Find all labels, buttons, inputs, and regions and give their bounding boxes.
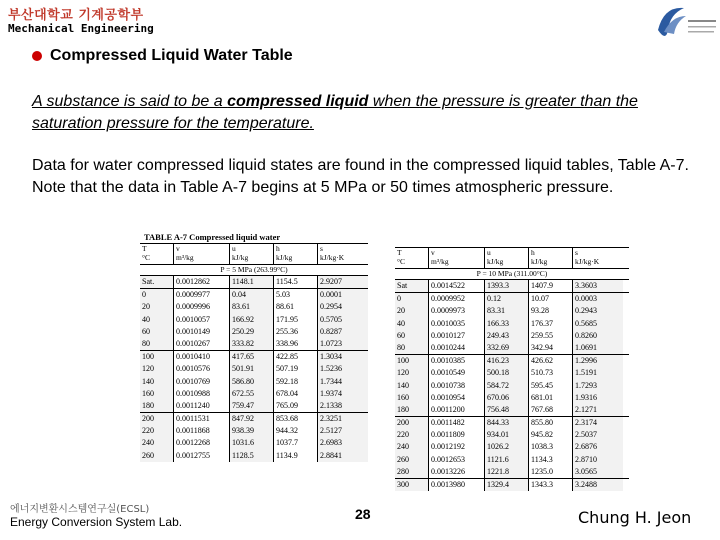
table-cell: 0.0011531 (174, 413, 230, 425)
table-a7-5mpa (140, 231, 368, 474)
table-cell: 0.0001 (318, 289, 368, 301)
table-cell: 2.3251 (318, 413, 368, 425)
table-cell: Sat (395, 280, 429, 292)
table-cell: 756.48 (485, 404, 529, 416)
table-cell: 0.0010267 (174, 338, 230, 350)
table-row (395, 342, 629, 354)
table-cell: 0 (140, 289, 174, 301)
table-cell: 944.32 (274, 425, 318, 437)
table-cell: 0.5705 (318, 314, 368, 326)
table-cell: 0.0010149 (174, 326, 230, 338)
table-cell: 1134.9 (274, 450, 318, 462)
table-cell: 0.0011809 (429, 429, 485, 441)
table-cell: 0.0010385 (429, 355, 485, 367)
table-cell: 250.29 (230, 326, 274, 338)
table-cell: 2.6983 (318, 437, 368, 449)
table-cell: 0.0003 (573, 293, 623, 305)
table-cell: 426.62 (529, 355, 573, 367)
table-cell: 240 (140, 437, 174, 449)
table-cell: 501.91 (230, 363, 274, 375)
table-row (140, 276, 368, 288)
lab-name: Energy Conversion System Lab. (10, 515, 183, 529)
table-row (395, 466, 629, 478)
table-cell: 2.8841 (318, 450, 368, 462)
table-cell: 0.0012862 (174, 276, 230, 288)
table-cell: 1.3034 (318, 351, 368, 363)
table-cell: 670.06 (485, 392, 529, 404)
table-cell: 0.0010769 (174, 376, 230, 388)
table-cell: 1128.5 (230, 450, 274, 462)
table-cell: 592.18 (274, 376, 318, 388)
table-cell: 1.7293 (573, 380, 623, 392)
table-cell: 0.0011482 (429, 417, 485, 429)
definition-term: compressed liquid (227, 93, 369, 110)
table-cell: 1.0691 (573, 342, 623, 354)
table-cell: 93.28 (529, 305, 573, 317)
table-cell: 1038.3 (529, 441, 573, 453)
table-cell: 60 (140, 326, 174, 338)
table-cell: 844.33 (485, 417, 529, 429)
table-cell: 160 (395, 392, 429, 404)
table-cell: 40 (140, 314, 174, 326)
table-cell: 2.5037 (573, 429, 623, 441)
table-row (395, 305, 629, 317)
table-cell: 200 (395, 417, 429, 429)
table-cell: 0.0011240 (174, 400, 230, 412)
table-cell: 1134.3 (529, 454, 573, 466)
definition-paragraph (32, 91, 692, 135)
table-cell: 83.31 (485, 305, 529, 317)
table-body (140, 276, 368, 462)
table-cell: 2.1338 (318, 400, 368, 412)
table-cell: 88.61 (274, 301, 318, 313)
table-cell: 0.0012755 (174, 450, 230, 462)
table-cell: 1407.9 (529, 280, 573, 292)
table-cell: 1154.5 (274, 276, 318, 288)
table-row (140, 425, 368, 437)
table-cell: 945.82 (529, 429, 573, 441)
table-cell: 1393.3 (485, 280, 529, 292)
table-cell: 767.68 (529, 404, 573, 416)
table-cell: 0.0010738 (429, 380, 485, 392)
table-cell: 3.0565 (573, 466, 623, 478)
table-cell: 249.43 (485, 330, 529, 342)
table-cell: 0.0010549 (429, 367, 485, 379)
table-cell: 500.18 (485, 367, 529, 379)
table-cell: 166.33 (485, 318, 529, 330)
table-cell: 847.92 (230, 413, 274, 425)
table-row (140, 376, 368, 388)
table-cell: 681.01 (529, 392, 573, 404)
table-a7-10mpa (395, 247, 629, 500)
table-cell: 60 (395, 330, 429, 342)
table-row (140, 363, 368, 375)
table-row (395, 392, 629, 404)
definition-text-start: A substance is said to be a (32, 93, 228, 110)
table-cell: 0.0010954 (429, 392, 485, 404)
table-cell: 180 (395, 404, 429, 416)
table-cell: 855.80 (529, 417, 573, 429)
author-name: Chung H. Jeon (578, 508, 692, 527)
column-header: u kJ/kg (485, 248, 529, 268)
table-cell: 0.0011200 (429, 404, 485, 416)
column-header: h kJ/kg (529, 248, 573, 268)
table-cell: 2.9207 (318, 276, 368, 288)
table-header (140, 243, 368, 265)
table-cell: 417.65 (230, 351, 274, 363)
table-cell: 765.09 (274, 400, 318, 412)
column-header: h kJ/kg (274, 244, 318, 264)
table-cell: 1235.0 (529, 466, 573, 478)
table-cell: 586.80 (230, 376, 274, 388)
table-cell: 1.5191 (573, 367, 623, 379)
column-header: T °C (395, 248, 429, 268)
table-cell: 280 (395, 466, 429, 478)
table-cell: 853.68 (274, 413, 318, 425)
slide-title: Compressed Liquid Water Table (50, 47, 293, 64)
table-row (395, 441, 629, 453)
table-row (395, 404, 629, 416)
table-cell: 180 (140, 400, 174, 412)
table-cell: 0.0012268 (174, 437, 230, 449)
table-cell: 0.0010988 (174, 388, 230, 400)
column-header: v m³/kg (429, 248, 485, 268)
table-cell: 0.0010127 (429, 330, 485, 342)
table-cell: 338.96 (274, 338, 318, 350)
slide-title-row (32, 47, 293, 65)
table-row (140, 437, 368, 449)
table-cell: 220 (140, 425, 174, 437)
lab-name-korean: 에너지변환시스템연구실(ECSL) (10, 504, 150, 515)
table-cell: 171.95 (274, 314, 318, 326)
table-cell: 0.2954 (318, 301, 368, 313)
table-cell: 510.73 (529, 367, 573, 379)
table-row (140, 338, 368, 350)
table-row (395, 380, 629, 392)
table-cell: 240 (395, 441, 429, 453)
university-title: 부산대학교 기계공학부 (8, 8, 144, 23)
table-cell: 0.0010410 (174, 351, 230, 363)
table-row (140, 326, 368, 338)
table-cell: 0.2943 (573, 305, 623, 317)
table-cell: 20 (140, 301, 174, 313)
table-cell: 584.72 (485, 380, 529, 392)
table-cell: 0.0014522 (429, 280, 485, 292)
table-cell: 1.5236 (318, 363, 368, 375)
table-cell: 176.37 (529, 318, 573, 330)
table-row (395, 354, 629, 367)
table-row (395, 280, 629, 292)
column-header: s kJ/kg·K (320, 244, 345, 262)
table-cell: 120 (395, 367, 429, 379)
table-cell: 220 (395, 429, 429, 441)
table-cell: 5.03 (274, 289, 318, 301)
table-body (395, 280, 629, 491)
table-cell: 1031.6 (230, 437, 274, 449)
table-cell: 3.2488 (573, 479, 623, 491)
table-cell: 1.9316 (573, 392, 623, 404)
table-cell: 10.07 (529, 293, 573, 305)
table-row (395, 429, 629, 441)
table-cell: 934.01 (485, 429, 529, 441)
table-cell: 0.0011868 (174, 425, 230, 437)
table-cell: 300 (395, 479, 429, 491)
table-cell: 416.23 (485, 355, 529, 367)
table-cell: 333.82 (230, 338, 274, 350)
table-cell: 120 (140, 363, 174, 375)
table-cell: 140 (140, 376, 174, 388)
table-cell: 2.5127 (318, 425, 368, 437)
table-cell: 678.04 (274, 388, 318, 400)
table-header (395, 247, 629, 269)
table-cell: 0.0010576 (174, 363, 230, 375)
table-cell: 160 (140, 388, 174, 400)
table-cell: 1148.1 (230, 276, 274, 288)
table-cell: 0.0010035 (429, 318, 485, 330)
table-cell: 1221.8 (485, 466, 529, 478)
table-cell: 83.61 (230, 301, 274, 313)
table-cell: Sat. (140, 276, 174, 288)
table-cell: 595.45 (529, 380, 573, 392)
pressure-label: P = 5 MPa (263.99°C) (140, 265, 368, 276)
table-cell: 0.0013980 (429, 479, 485, 491)
table-row (395, 367, 629, 379)
table-row (395, 478, 629, 491)
table-cell: 0.8287 (318, 326, 368, 338)
table-row (140, 400, 368, 412)
table-cell: 1329.4 (485, 479, 529, 491)
table-cell: 0.0010057 (174, 314, 230, 326)
table-cell: 1.9374 (318, 388, 368, 400)
table-cell: 422.85 (274, 351, 318, 363)
table-row (395, 454, 629, 466)
table-cell: 507.19 (274, 363, 318, 375)
table-row (395, 416, 629, 429)
table-cell: 1121.6 (485, 454, 529, 466)
table-row (140, 288, 368, 301)
column-header: T °C (140, 244, 174, 264)
table-cell: 140 (395, 380, 429, 392)
table-row (140, 412, 368, 425)
table-row (395, 292, 629, 305)
table-row (140, 388, 368, 400)
table-cell: 0.0013226 (429, 466, 485, 478)
bullet-icon (32, 51, 42, 61)
column-header: s kJ/kg·K (575, 248, 600, 266)
department-title: Mechanical Engineering (8, 22, 154, 35)
table-cell: 0.04 (230, 289, 274, 301)
table-cell: 1026.2 (485, 441, 529, 453)
table-cell: 20 (395, 305, 429, 317)
table-cell: 40 (395, 318, 429, 330)
table-cell: 759.47 (230, 400, 274, 412)
table-row (395, 330, 629, 342)
table-row (140, 350, 368, 363)
table-cell: 1.0723 (318, 338, 368, 350)
table-cell: 2.3174 (573, 417, 623, 429)
table-cell: 0.0010244 (429, 342, 485, 354)
table-cell: 0.0009952 (429, 293, 485, 305)
table-caption: TABLE A-7 Compressed liquid water (144, 232, 281, 242)
table-row (140, 450, 368, 462)
table-cell: 332.69 (485, 342, 529, 354)
table-cell: 1.2996 (573, 355, 623, 367)
table-cell: 1.7344 (318, 376, 368, 388)
table-row (140, 301, 368, 313)
table-cell: 2.8710 (573, 454, 623, 466)
page-number: 28 (355, 506, 371, 522)
table-cell: 0.8260 (573, 330, 623, 342)
pressure-label: P = 10 MPa (311.00°C) (395, 269, 629, 280)
table-cell: 0 (395, 293, 429, 305)
column-header: v m³/kg (174, 244, 230, 264)
table-cell: 80 (395, 342, 429, 354)
table-row (140, 314, 368, 326)
table-cell: 0.0009973 (429, 305, 485, 317)
table-cell: 259.55 (529, 330, 573, 342)
table-cell: 342.94 (529, 342, 573, 354)
table-row (395, 318, 629, 330)
table-cell: 2.6876 (573, 441, 623, 453)
table-cell: 100 (140, 351, 174, 363)
table-cell: 1343.3 (529, 479, 573, 491)
table-cell: 0.0009996 (174, 301, 230, 313)
table-cell: 200 (140, 413, 174, 425)
table-cell: 166.92 (230, 314, 274, 326)
table-cell: 0.12 (485, 293, 529, 305)
table-cell: 80 (140, 338, 174, 350)
table-cell: 2.1271 (573, 404, 623, 416)
table-cell: 260 (140, 450, 174, 462)
table-cell: 938.39 (230, 425, 274, 437)
definition-text-end: when the pressure is greater than the saturation pressure for the temperature. (32, 93, 638, 132)
table-cell: 260 (395, 454, 429, 466)
table-cell: 255.36 (274, 326, 318, 338)
table-cell: 0.5685 (573, 318, 623, 330)
table-cell: 100 (395, 355, 429, 367)
table-cell: 0.0012192 (429, 441, 485, 453)
university-logo-icon (650, 2, 718, 50)
table-cell: 0.0012653 (429, 454, 485, 466)
table-note-paragraph: Data for water compressed liquid states are found in the compressed liquid tables, Table A-7. Note that the data in Table A-7 begins at 5 MPa or 50 times atmospheric pressure. (32, 157, 689, 196)
table-cell: 0.0009977 (174, 289, 230, 301)
column-header: u kJ/kg (230, 244, 274, 264)
table-cell: 1037.7 (274, 437, 318, 449)
table-cell: 672.55 (230, 388, 274, 400)
table-cell: 3.3603 (573, 280, 623, 292)
